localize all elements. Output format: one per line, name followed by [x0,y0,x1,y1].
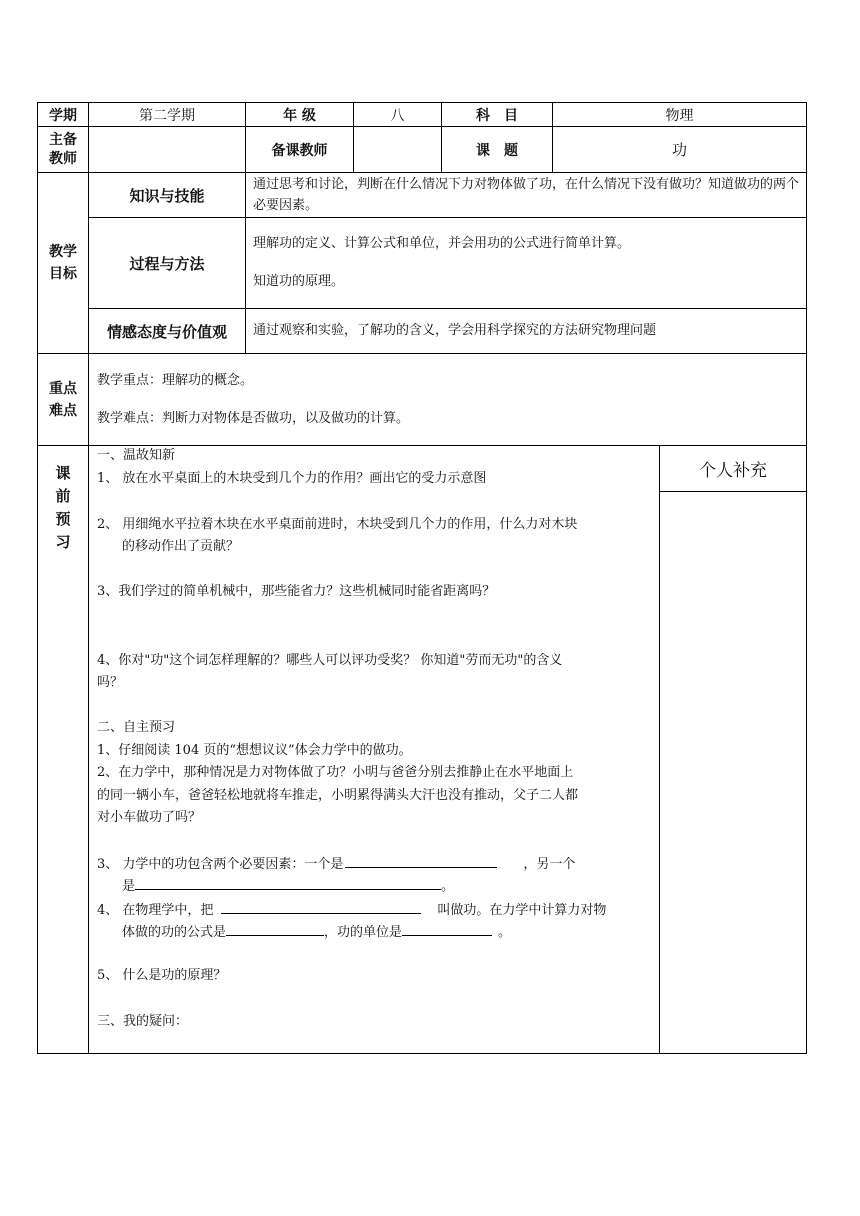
preview-item-4-text-a: 4、 在物理学中，把 [97,903,214,918]
preview-item-1: 1、仔细阅读 104 页的“想想议议”体会力学中的做功。 [97,743,412,758]
question-2-line-2: 的移动作出了贡献？ [122,539,240,554]
question-4-line-1: 4、你对"功"这个词怎样理解的？哪些人可以评功受奖？ 你知道"劳而无功"的含义 [97,653,563,668]
process-methods-label: 过程与方法 [129,254,205,273]
prep-teacher-value [354,127,441,172]
preview-item-4-line-1 [97,898,606,922]
lead-teacher-value [89,127,245,172]
personal-supplement-label: 个人补充 [699,461,767,481]
teaching-focus: 教学重点：理解功的概念。 [97,373,254,388]
preview-item-3-text-c: 是 [122,879,136,894]
knowledge-skills-text: 通过思考和讨论，判断在什么情况下力对物体做了功，在什么情况下没有做功？知道做功的两个必要因素。 [253,177,800,213]
key-points-label: 重点 难点 [49,380,77,419]
attitude-values-text: 通过观察和实验，了解功的含义，学会用科学探究的方法研究物理问题 [253,323,657,338]
attitude-values-label: 情感态度与价值观 [106,322,227,341]
preview-item-3-line-1 [97,852,575,876]
section-3-title: 三、我的疑问： [97,1014,189,1029]
term-label: 学期 [49,107,77,124]
lead-teacher-label: 主备 教师 [49,131,77,167]
preview-item-2-line-2: 的同一辆小车，爸爸轻松地就将车推走，小明累得满头大汗也没有推动，父子二人都 [97,788,579,803]
preview-item-3-text-b: ，另一个 [523,857,576,872]
preview-item-3-text-d: 。 [441,879,455,894]
subject-label: 科 目 [476,107,518,124]
question-3: 3、我们学过的简单机械中，那些能省力？这些机械同时能省距离吗？ [97,584,496,599]
section-2-title: 二、自主预习 [97,720,176,735]
factor-2-blank[interactable] [135,874,441,890]
grade-label: 年 级 [283,107,316,124]
preview-item-4-text-e: 。 [498,925,512,940]
term-value: 第二学期 [139,107,195,124]
topic-label: 课 题 [476,142,518,159]
preview-item-4-text-d: ，功的单位是 [324,925,403,940]
knowledge-skills-label: 知识与技能 [129,186,205,205]
preview-label: 课 前 预 习 [55,464,71,551]
grade-value: 八 [390,107,405,124]
preview-item-3-text-a: 3、 力学中的功包含两个必要因素：一个是 [97,857,344,872]
question-2-line-1: 2、 用细绳水平拉着木块在水平桌面前进时，木块受到几个力的作用，什么力对木块 [97,517,578,532]
process-methods-line-1: 理解功的定义、计算公式和单位，并会用功的公式进行简单计算。 [253,236,631,251]
prep-teacher-label: 备课教师 [271,142,328,159]
topic-value: 功 [671,141,687,159]
objectives-label: 教学 目标 [49,244,77,282]
preview-item-4-text-b: 叫做功。在力学中计算力对物 [437,903,607,918]
preview-item-4-line-2 [122,920,511,944]
preview-item-2-line-1: 2、在力学中，那种情况是力对物体做了功？小明与爸爸分别去推静止在水平地面上 [97,765,574,780]
work-unit-blank[interactable] [402,920,492,936]
question-1: 1、 放在水平桌面上的木块受到几个力的作用？画出它的受力示意图 [97,471,487,486]
subject-value: 物理 [665,107,694,124]
preview-item-2-line-3: 对小车做功了吗？ [97,810,202,825]
work-formula-blank[interactable] [226,920,324,936]
work-definition-blank[interactable] [221,898,421,914]
preview-item-3-line-2 [122,874,454,898]
process-methods-line-2: 知道功的原理。 [253,274,345,289]
preview-item-4-text-c: 体做的功的公式是 [122,925,227,940]
preview-item-5: 5、 什么是功的原理？ [97,968,227,983]
factor-1-blank[interactable] [345,852,497,868]
teaching-difficulty: 教学难点：判断力对物体是否做功，以及做功的计算。 [97,411,410,426]
question-4-line-2: 吗？ [97,675,124,690]
section-1-title: 一、温故知新 [97,448,176,463]
